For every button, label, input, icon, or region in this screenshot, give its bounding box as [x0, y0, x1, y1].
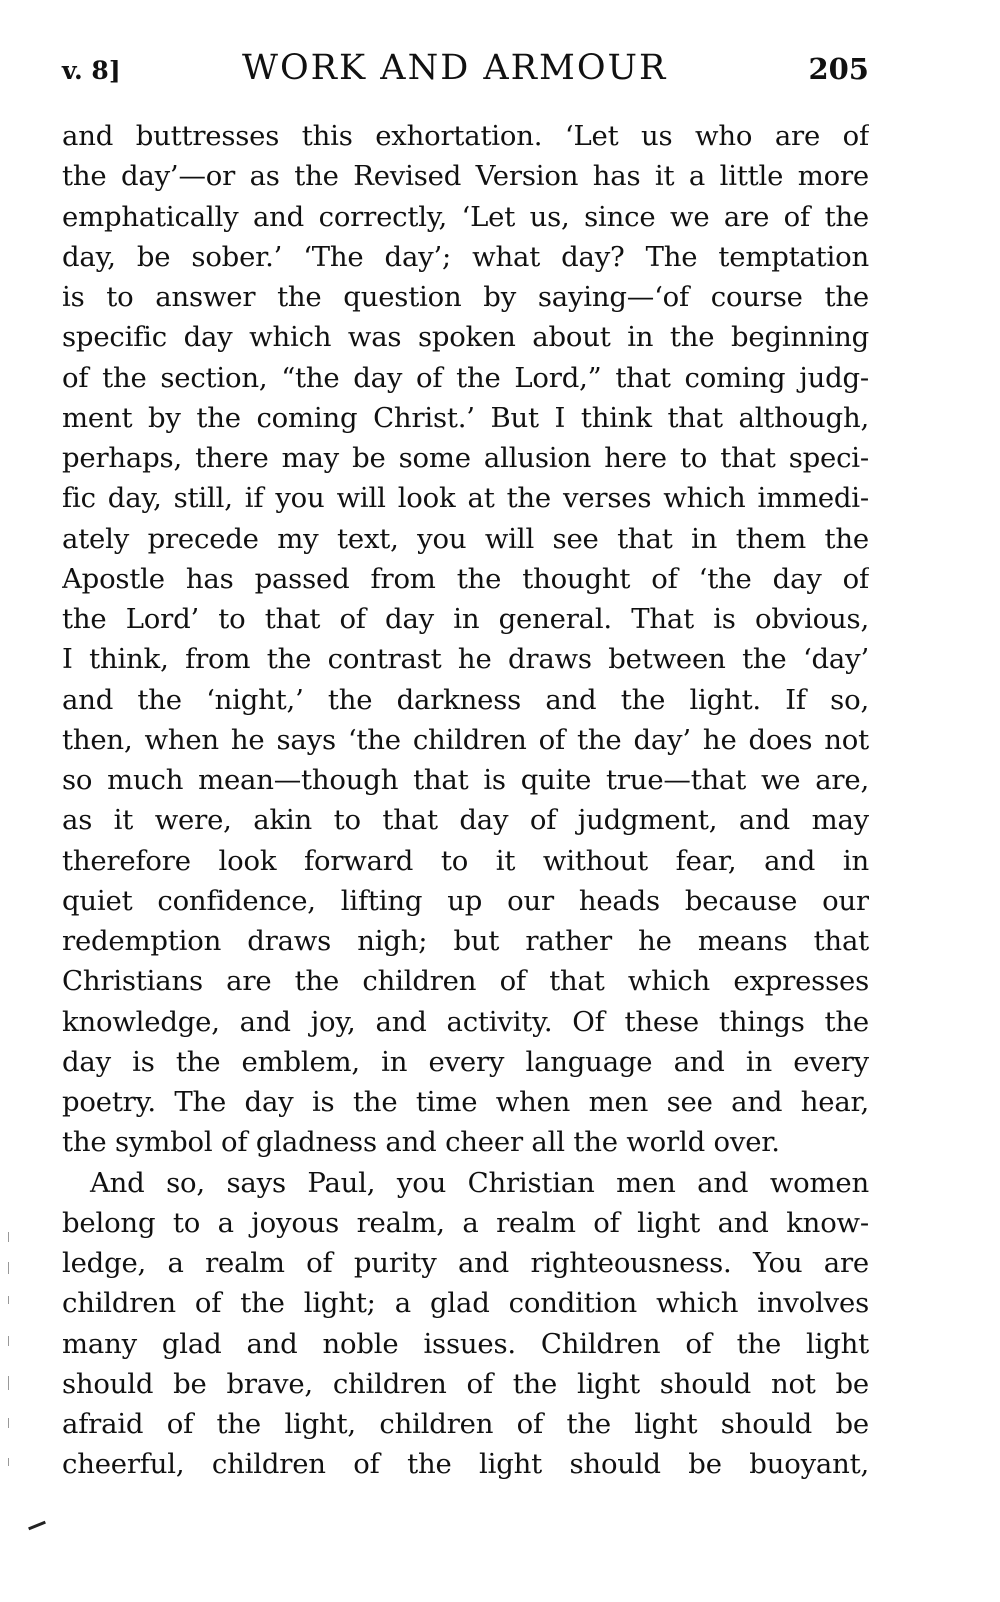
paragraph-2: [62, 1163, 869, 1485]
text-line: is to answer the question by saying—‘of course the: [62, 281, 869, 313]
text-line: many glad and noble issues. Children of the light: [62, 1327, 869, 1360]
text-line: day, be sober.’ ‘The day’; what day? The temptation: [62, 240, 869, 273]
text-line: should be brave, children of the light should not be: [62, 1367, 869, 1400]
text-line: specific day which was spoken about in the beginning: [62, 321, 869, 354]
text-line: then, when he says ‘the children of the day’ he does not: [62, 723, 869, 756]
text-line: belong to a joyous realm, a realm of light and know-: [62, 1206, 869, 1239]
text-line: and buttresses this exhortation. ‘Let us who are of: [62, 120, 869, 152]
text-line: the day’—or as the Revised Version has it a little more: [62, 160, 869, 193]
text-line: ment by the coming Christ.’ But I think that although,: [62, 401, 869, 434]
text-line: the symbol of gladness and cheer all the world over.: [62, 1126, 780, 1159]
text-line: knowledge, and joy, and activity. Of these things the: [62, 1005, 869, 1038]
text-line: children of the light; a glad condition which involves: [62, 1287, 869, 1320]
margin-scan-mark: [8, 1418, 9, 1428]
text-line: redemption draws nigh; but rather he means that: [62, 925, 869, 957]
text-line: Christians are the children of that which expresses: [62, 965, 869, 998]
margin-scan-mark: [8, 1336, 9, 1346]
text-line: ately precede my text, you will see that in them the: [62, 522, 869, 555]
text-line: the Lord’ to that of day in general. That is obvious,: [62, 603, 869, 635]
text-line: I think, from the contrast he draws between the ‘day’: [62, 643, 869, 676]
stray-ink-mark: [28, 1521, 46, 1531]
text-line: quiet confidence, lifting up our heads because our: [62, 884, 869, 917]
margin-scan-mark: [8, 1376, 9, 1390]
text-line: perhaps, there may be some allusion here to that speci-: [62, 442, 869, 474]
margin-scan-mark: [8, 1262, 9, 1274]
text-line: afraid of the light, children of the light should be: [62, 1408, 869, 1440]
text-line: cheerful, children of the light should be buoyant,: [62, 1448, 869, 1481]
text-line: emphatically and correctly, ‘Let us, since we are of the: [62, 200, 869, 233]
text-line: fic day, still, if you will look at the verses which immedi-: [62, 482, 869, 515]
text-line: day is the emblem, in every language and in every: [62, 1045, 869, 1078]
text-line: And so, says Paul, you Christian men and women: [90, 1166, 869, 1199]
margin-scan-mark: [8, 1458, 9, 1466]
text-line: as it were, akin to that day of judgment, and may: [62, 804, 869, 837]
text-line: poetry. The day is the time when men see and hear,: [62, 1086, 869, 1118]
paragraph-1: [62, 116, 869, 1163]
text-line: therefore look forward to it without fear, and in: [62, 844, 869, 877]
text-line: so much mean—though that is quite true—that we are,: [62, 764, 869, 796]
text-line: and the ‘night,’ the darkness and the light. If so,: [62, 683, 869, 716]
running-title: WORK AND ARMOUR: [242, 48, 668, 88]
text-line: Apostle has passed from the thought of ‘the day of: [62, 562, 869, 595]
margin-scan-mark: [8, 1296, 9, 1304]
margin-scan-mark: [8, 1232, 9, 1242]
section-reference: v. 8]: [62, 56, 121, 85]
text-line: of the section, “the day of the Lord,” that coming judg-: [62, 361, 869, 394]
running-header: [62, 48, 869, 94]
page-number: 205: [808, 52, 869, 86]
body-text: [62, 116, 869, 1485]
text-line: ledge, a realm of purity and righteousness. You are: [62, 1247, 869, 1279]
